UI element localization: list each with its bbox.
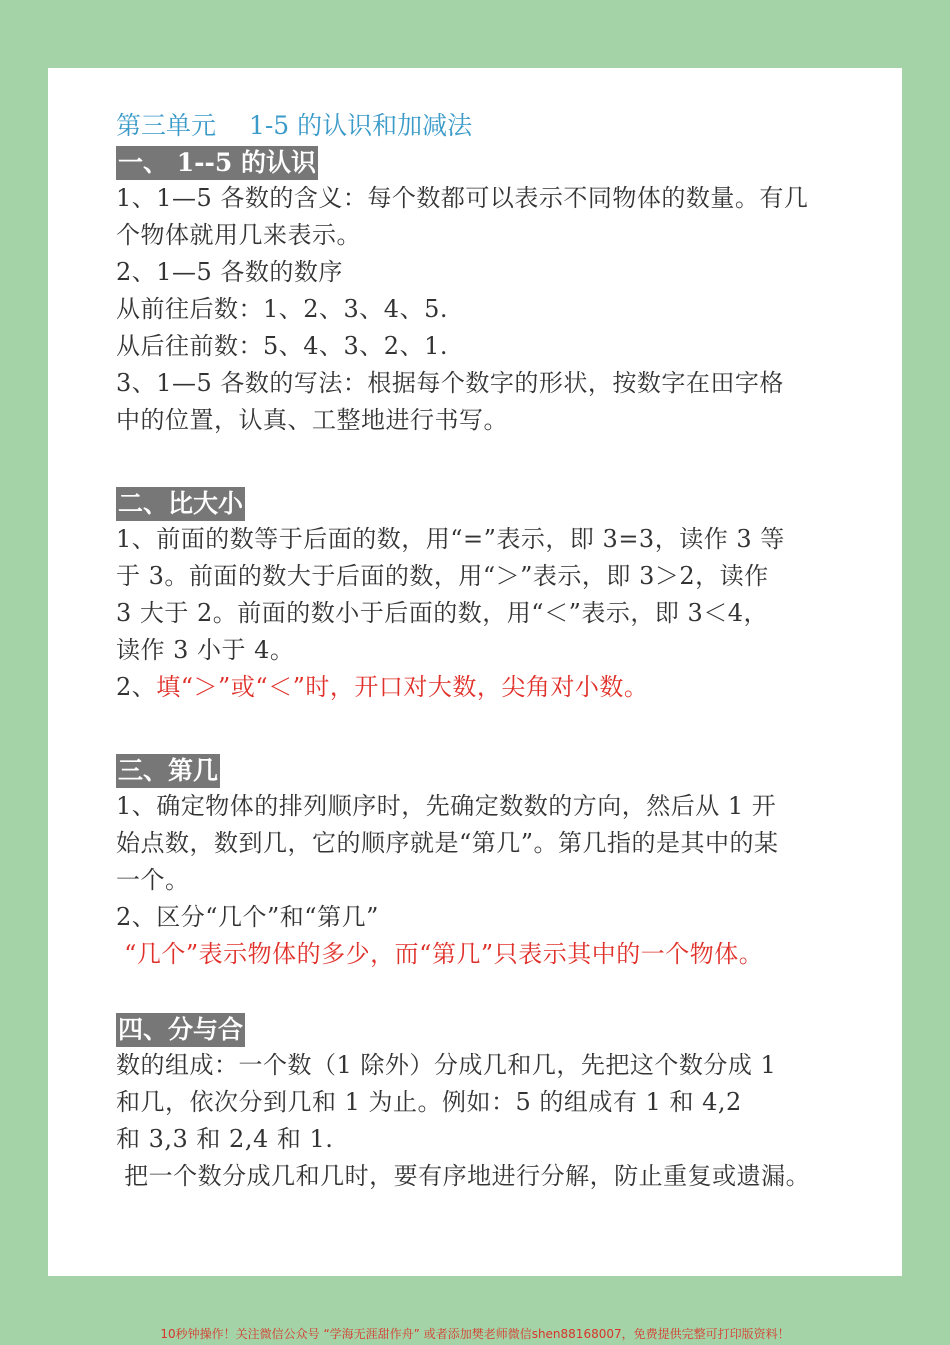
text-line: 于 3。前面的数大于后面的数，用“＞”表示，即 3＞2，读作: [116, 562, 769, 590]
section-compare: [116, 487, 846, 706]
section-heading: 一、 1--5 的认识: [116, 146, 318, 180]
section-ordinal: [116, 754, 846, 973]
text-line: 3 大于 2。前面的数小于后面的数，用“＜”表示，即 3＜4，: [116, 599, 769, 627]
item-number: 2、: [116, 673, 157, 701]
spacer: [116, 439, 846, 487]
highlight-text: 填“＞”或“＜”时，开口对大数，尖角对小数。: [156, 673, 649, 701]
text-line: 中的位置，认真、工整地进行书写。: [116, 406, 508, 434]
text-line: 个物体就用几来表示。: [116, 221, 361, 249]
highlight-text: “几个”表示物体的多少，而“第几”只表示其中的一个物体。: [116, 940, 764, 968]
text-line: 2、1—5 各数的数序: [116, 258, 343, 286]
text-line: 2、区分“几个”和“第几”: [116, 903, 379, 931]
spacer: [116, 973, 846, 1013]
spacer: [116, 706, 846, 754]
text-line: 和几，依次分到几和 1 为止。例如：5 的组成有 1 和 4,2: [116, 1088, 742, 1116]
text-line: 3、1—5 各数的写法：根据每个数字的形状，按数字在田字格: [116, 369, 784, 397]
text-line: 1、1—5 各数的含义：每个数都可以表示不同物体的数量。有几: [116, 184, 809, 212]
section-heading: 四、分与合: [116, 1013, 245, 1047]
section-heading: 三、第几: [116, 754, 220, 788]
document-content: [116, 106, 846, 1195]
text-line: 读作 3 小于 4。: [116, 636, 295, 664]
section-composition: [116, 1013, 846, 1195]
text-line: 把一个数分成几和几时，要有序地进行分解，防止重复或遗漏。: [116, 1162, 811, 1190]
text-line: 一个。: [116, 866, 190, 894]
text-line: 1、前面的数等于后面的数，用“=”表示，即 3=3，读作 3 等: [116, 525, 785, 553]
highlight-line: [116, 669, 846, 706]
promo-footer: 10秒钟操作！关注微信公众号 “学海无涯甜作舟” 或者添加樊老师微信shen88168007，免费提供完整可打印版资料！: [160, 1327, 790, 1341]
text-line: 数的组成：一个数（1 除外）分成几和几，先把这个数分成 1: [116, 1051, 777, 1079]
text-line: 从前往后数：1、2、3、4、5.: [116, 295, 448, 323]
document-page: [48, 68, 902, 1276]
text-line: 从后往前数：5、4、3、2、1.: [116, 332, 448, 360]
unit-title: 第三单元 1-5 的认识和加减法: [116, 111, 473, 140]
section-heading: 二、比大小: [116, 487, 245, 521]
text-line: 1、确定物体的排列顺序时，先确定数数的方向，然后从 1 开: [116, 792, 777, 820]
text-line: 和 3,3 和 2,4 和 1.: [116, 1125, 334, 1153]
text-line: 始点数，数到几，它的顺序就是“第几”。第几指的是其中的某: [116, 829, 779, 857]
section-recognition: [116, 146, 846, 439]
